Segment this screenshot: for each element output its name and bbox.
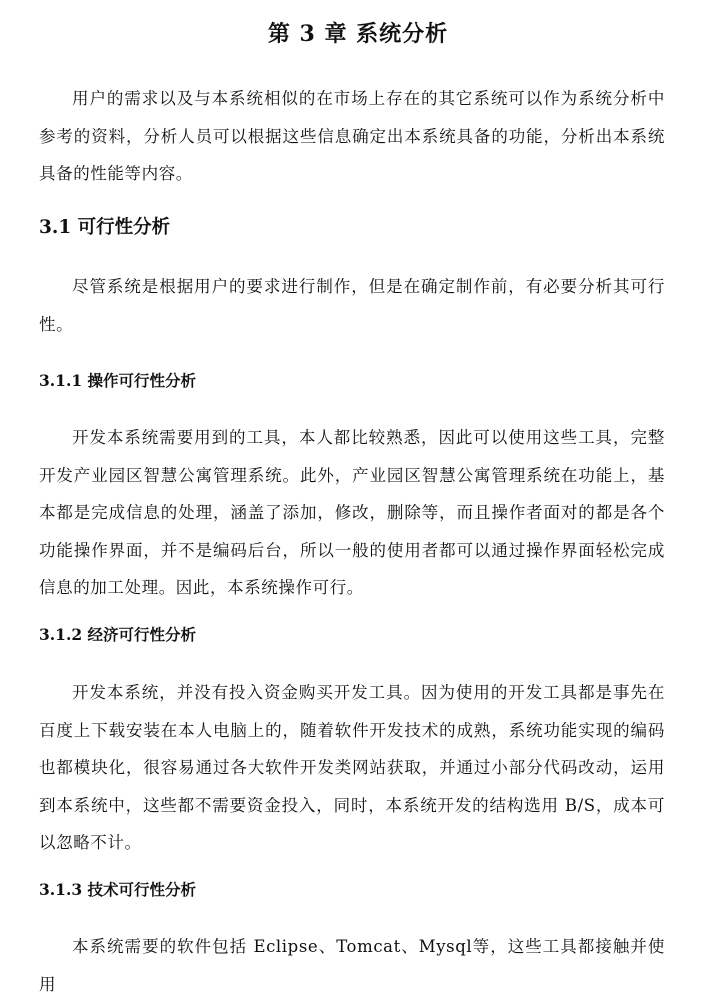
section-3-1-3-paragraph: 本系统需要的软件包括 Eclipse、Tomcat、Mysql等，这些工具都接触并使用 (39, 937, 665, 994)
section-heading-3-1-2: 3.1.2 经济可行性分析 (39, 625, 197, 644)
section-3-1-1-paragraph: 开发本系统需要用到的工具，本人都比较熟悉，因此可以使用这些工具，完整开发产业园区智慧公寓管理系统。此外，产业园区智慧公寓管理系统在功能上，基本都是完成信息的处理，涵盖了添加，修改，删除等，而且操作者面对的都是各个功能操作界面，并不是编码后台，所以一般的使用者都可以通过操作界面轻松完成信息的加工处理。因此，本系统操作可行。 (39, 428, 665, 597)
section-heading-3-1-3: 3.1.3 技术可行性分析 (39, 880, 197, 899)
section-3-1-2-paragraph: 开发本系统，并没有投入资金购买开发工具。因为使用的开发工具都是事先在百度上下载安装在本人电脑上的，随着软件开发技术的成熟，系统功能实现的编码也都模块化，很容易通过各大软件开发类网站获取，并通过小部分代码改动，运用到本系统中，这些都不需要资金投入，同时，本系统开发的结构选用 B/S，成本可以忽略不计。 (39, 683, 665, 852)
section-heading-3-1-1: 3.1.1 操作可行性分析 (39, 371, 197, 390)
section-3-1-paragraph: 尽管系统是根据用户的要求进行制作，但是在确定制作前，有必要分析其可行性。 (39, 277, 665, 334)
intro-paragraph: 用户的需求以及与本系统相似的在市场上存在的其它系统可以作为系统分析中参考的资料，分析人员可以根据这些信息确定出本系统具备的功能，分析出本系统具备的性能等内容。 (39, 89, 665, 183)
chapter-title: 第 3 章 系统分析 (267, 21, 449, 47)
section-heading-3-1: 3.1 可行性分析 (39, 217, 171, 238)
